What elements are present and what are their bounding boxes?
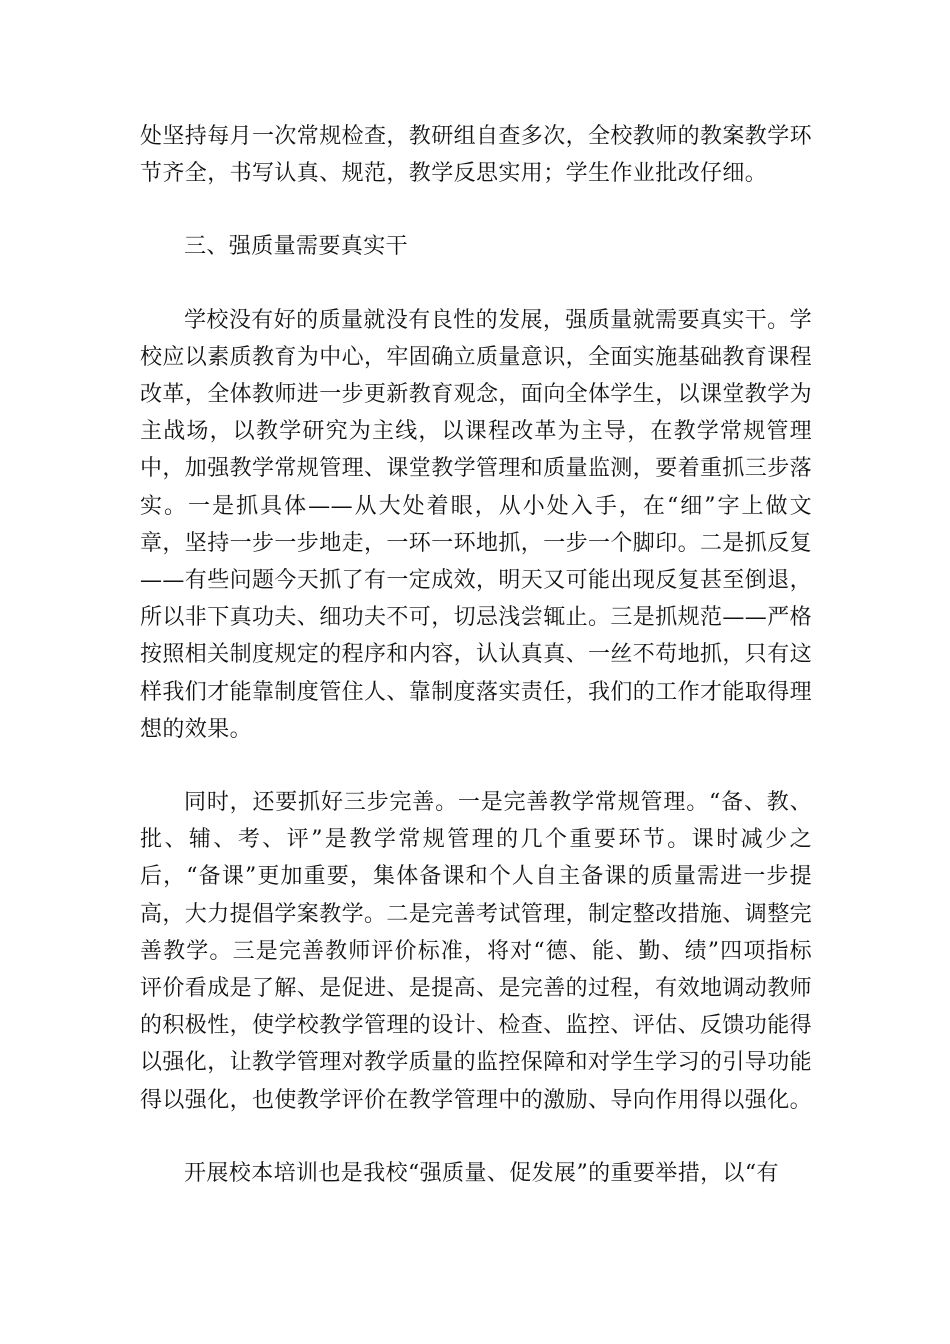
document-page (140, 118, 812, 1192)
paragraph-quality: 学校没有好的质量就没有良性的发展，强质量就需要真实干。学校应以素质教育为中心，牢固确立质量意识，全面实施基础教育课程改革，全体教师进一步更新教育观念，面向全体学生，以课堂教学为主战场，以教学研究为主线，以课程改革为主导，在教学常规管理中，加强教学常规管理、课堂教学管理和质量监测，要着重抓三步落实。一是抓具体——从大处着眼，从小处入手，在“细”字上做文章，坚持一步一步地走，一环一环地抓，一步一个脚印。二是抓反复——有些问题今天抓了有一定成效，明天又可能出现反复甚至倒退，所以非下真功夫、细功夫不可，切忌浅尝辄止。三是抓规范——严格按照相关制度规定的程序和内容，认认真真、一丝不苟地抓，只有这样我们才能靠制度管住人、靠制度落实责任，我们的工作才能取得理想的效果。 (140, 307, 813, 742)
paragraph-training: 开展校本培训也是我校“强质量、促发展”的重要举措，以“有 (184, 1160, 779, 1186)
paragraph-continuation: 处坚持每月一次常规检查，教研组自查多次，全校教师的教案教学环节齐全，书写认真、规范，教学反思实用；学生作业批改仔细。 (140, 124, 813, 187)
section-heading: 三、强质量需要真实干 (184, 234, 409, 260)
paragraph-improvement: 同时，还要抓好三步完善。一是完善教学常规管理。“备、教、批、辅、考、评”是教学常规管理的几个重要环节。课时减少之后，“备课”更加重要，集体备课和个人自主备课的质量需进一步提高，大力提倡学案教学。二是完善考试管理，制定整改措施、调整完善教学。三是完善教师评价标准，将对“德、能、勤、绩”四项指标评价看成是了解、是促进、是提高、是完善的过程，有效地调动教师的积极性，使学校教学管理的设计、检查、监控、评估、反馈功能得以强化，让教学管理对教学质量的监控保障和对学生学习的引导功能得以强化，也使教学评价在教学管理中的激励、导向作用得以强化。 (140, 790, 813, 1113)
